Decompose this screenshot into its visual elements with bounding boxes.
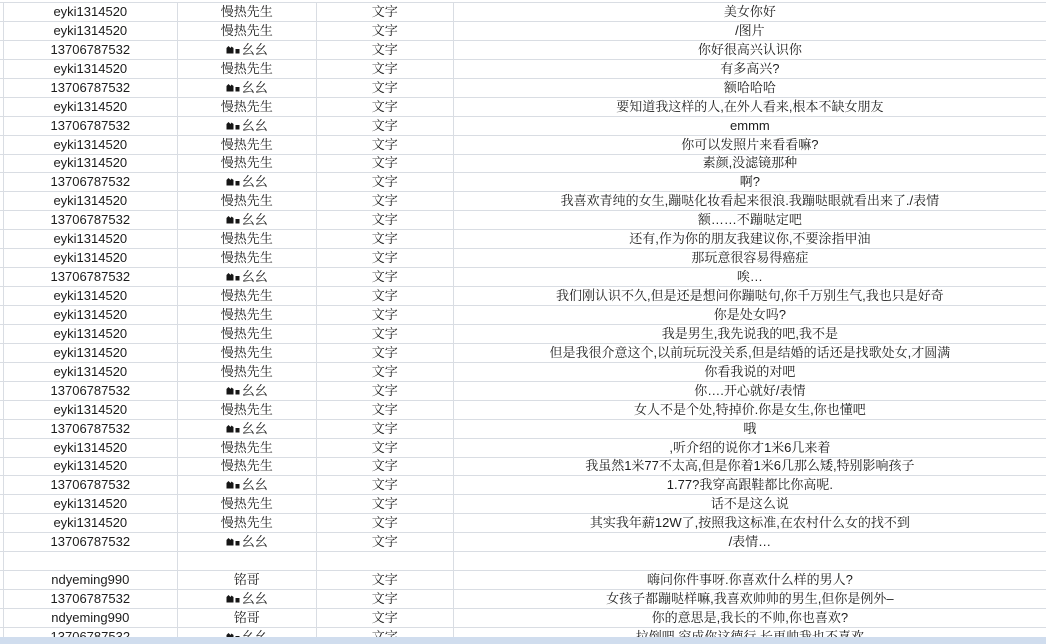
cell-message-type[interactable]: 文字 xyxy=(317,192,454,210)
table-row[interactable] xyxy=(0,40,1046,59)
cell-nickname[interactable] xyxy=(178,609,317,627)
cell-message-content[interactable]: emmm xyxy=(730,117,770,133)
nickname-text: 幺幺 xyxy=(241,79,268,95)
nickname-text: 幺幺 xyxy=(241,117,268,133)
cell-message-content[interactable]: 我是男生,我先说我的吧,我不是 xyxy=(661,325,838,341)
nickname-text: 慢热先生 xyxy=(220,155,273,171)
nickname-text: 慢热先生 xyxy=(220,344,273,360)
table-row[interactable] xyxy=(0,286,1046,305)
table-row[interactable] xyxy=(0,457,1046,476)
table-row[interactable] xyxy=(0,608,1046,627)
cell-message-type[interactable]: 文字 xyxy=(317,439,454,457)
table-row[interactable] xyxy=(0,589,1046,608)
cell-message-type[interactable]: 文字 xyxy=(317,401,454,419)
emoji-badge-icon xyxy=(226,272,240,282)
selection-band xyxy=(0,637,1046,644)
cell-message-content[interactable]: 唉… xyxy=(736,269,763,285)
cell-nickname[interactable] xyxy=(178,420,317,438)
nickname-text: 慢热先生 xyxy=(220,3,273,19)
cell-sender-id[interactable]: eyki1314520 xyxy=(4,249,178,267)
cell-message-type[interactable]: 文字 xyxy=(317,211,454,229)
cell-message-type[interactable]: 文字 xyxy=(317,476,454,494)
cell-nickname[interactable] xyxy=(178,22,317,40)
cell-sender-id[interactable]: eyki1314520 xyxy=(4,439,178,457)
cell-message-type[interactable]: 文字 xyxy=(317,117,454,135)
nickname-text: 铭哥 xyxy=(233,609,260,625)
cell-nickname[interactable] xyxy=(178,439,317,457)
cell-message-type[interactable]: 文字 xyxy=(317,155,454,173)
nickname-text: 慢热先生 xyxy=(220,60,273,76)
cell-sender-id[interactable]: eyki1314520 xyxy=(4,155,178,173)
cell-message-content[interactable]: 我虽然1米77不太高,但是你着1米6几那么矮,特别影响孩子 xyxy=(585,458,915,474)
cell-nickname[interactable] xyxy=(178,211,317,229)
cell-message-type[interactable]: 文字 xyxy=(317,60,454,78)
nickname-text: 幺幺 xyxy=(241,212,268,228)
cell-message-type[interactable]: 文字 xyxy=(317,230,454,248)
nickname-text: 慢热先生 xyxy=(220,401,273,417)
cell-sender-id[interactable]: eyki1314520 xyxy=(4,136,178,154)
cell-nickname[interactable] xyxy=(178,495,317,513)
cell-message-content[interactable] xyxy=(454,552,1046,570)
cell-message-type[interactable]: 文字 xyxy=(317,98,454,116)
cell-message-type[interactable]: 文字 xyxy=(317,533,454,551)
cell-message-content[interactable]: 要知道我这样的人,在外人看来,根本不缺女朋友 xyxy=(616,98,884,114)
nickname-text: 铭哥 xyxy=(233,572,260,588)
table-row[interactable] xyxy=(0,267,1046,286)
cell-message-type[interactable]: 文字 xyxy=(317,325,454,343)
emoji-badge-icon xyxy=(226,537,240,547)
cell-sender-id[interactable] xyxy=(4,552,178,570)
table-row[interactable] xyxy=(0,135,1046,154)
nickname-text: 慢热先生 xyxy=(220,250,273,266)
nickname-text: 慢热先生 xyxy=(220,325,273,341)
emoji-badge-icon xyxy=(226,121,240,131)
cell-sender-id[interactable]: eyki1314520 xyxy=(4,325,178,343)
cell-nickname[interactable] xyxy=(178,344,317,362)
cell-message-content[interactable]: 你是处女吗? xyxy=(713,306,786,322)
cell-nickname[interactable] xyxy=(178,476,317,494)
cell-message-type[interactable]: 文字 xyxy=(317,41,454,59)
cell-sender-id[interactable]: 13706787532 xyxy=(4,79,178,97)
cell-sender-id[interactable]: eyki1314520 xyxy=(4,401,178,419)
table-row[interactable] xyxy=(0,324,1046,343)
table-row[interactable] xyxy=(0,475,1046,494)
cell-sender-id[interactable]: eyki1314520 xyxy=(4,514,178,532)
cell-message-type[interactable]: 文字 xyxy=(317,268,454,286)
cell-message-type[interactable]: 文字 xyxy=(317,458,454,476)
cell-message-type[interactable]: 文字 xyxy=(317,420,454,438)
table-row[interactable] xyxy=(0,494,1046,513)
emoji-badge-icon xyxy=(226,215,240,225)
cell-message-content[interactable]: 你好很高兴认识你 xyxy=(697,41,802,57)
table-row[interactable] xyxy=(0,154,1046,173)
nickname-text: 慢热先生 xyxy=(220,98,273,114)
cell-sender-id[interactable]: 13706787532 xyxy=(4,117,178,135)
cell-nickname[interactable] xyxy=(178,136,317,154)
cell-sender-id[interactable]: eyki1314520 xyxy=(4,3,178,21)
table-row[interactable] xyxy=(0,381,1046,400)
nickname-text: 慢热先生 xyxy=(220,22,273,38)
cell-message-type[interactable]: 文字 xyxy=(317,3,454,21)
cell-message-content[interactable]: 你可以发照片来看看嘛? xyxy=(681,136,819,152)
nickname-text: 慢热先生 xyxy=(220,439,273,455)
cell-message-type[interactable]: 文字 xyxy=(317,287,454,305)
table-row[interactable] xyxy=(0,400,1046,419)
cell-sender-id[interactable]: eyki1314520 xyxy=(4,363,178,381)
table-row[interactable] xyxy=(0,97,1046,116)
cell-message-type[interactable]: 文字 xyxy=(317,571,454,589)
cell-message-content[interactable]: 女孩子都蹦哒样嘛,我喜欢帅帅的男生,但你是例外– xyxy=(606,591,894,607)
cell-nickname[interactable] xyxy=(178,401,317,419)
cell-message-content[interactable]: /表情… xyxy=(728,534,772,550)
cell-sender-id[interactable]: 13706787532 xyxy=(4,173,178,191)
cell-sender-id[interactable]: eyki1314520 xyxy=(4,230,178,248)
cell-nickname[interactable] xyxy=(178,79,317,97)
cell-sender-id[interactable]: 13706787532 xyxy=(4,590,178,608)
cell-message-type[interactable]: 文字 xyxy=(317,173,454,191)
cell-nickname[interactable] xyxy=(178,325,317,343)
cell-message-type[interactable]: 文字 xyxy=(317,22,454,40)
nickname-text: 幺幺 xyxy=(241,477,268,493)
cell-sender-id[interactable]: eyki1314520 xyxy=(4,22,178,40)
table-row[interactable] xyxy=(0,305,1046,324)
cell-sender-id[interactable]: eyki1314520 xyxy=(4,192,178,210)
cell-sender-id[interactable]: eyki1314520 xyxy=(4,60,178,78)
cell-nickname[interactable] xyxy=(178,363,317,381)
table-body xyxy=(0,2,1046,644)
cell-message-content[interactable]: 那玩意很容易得癌症 xyxy=(691,250,809,266)
cell-sender-id[interactable]: ndyeming990 xyxy=(4,571,178,589)
cell-message-content[interactable]: ,听介绍的说你才1米6几来着 xyxy=(669,439,831,455)
cell-message-content[interactable]: 你….开心就好/表情 xyxy=(694,382,806,398)
cell-nickname[interactable] xyxy=(178,268,317,286)
cell-message-content[interactable]: 还有,作为你的朋友我建议你,不要涂指甲油 xyxy=(629,231,871,247)
emoji-badge-icon xyxy=(226,594,240,604)
table-row[interactable] xyxy=(0,419,1046,438)
cell-message-content[interactable]: 哦 xyxy=(743,420,757,436)
cell-sender-id[interactable]: eyki1314520 xyxy=(4,287,178,305)
cell-message-content[interactable]: 嗨问你件事呀.你喜欢什么样的男人? xyxy=(646,572,853,588)
cell-message-type[interactable]: 文字 xyxy=(317,136,454,154)
table-row[interactable] xyxy=(0,59,1046,78)
cell-message-type[interactable]: 文字 xyxy=(317,306,454,324)
nickname-text: 慢热先生 xyxy=(220,288,273,304)
cell-message-content[interactable]: 我喜欢青纯的女生,蹦哒化妆看起来很浪.我蹦哒眼就看出来了./表情 xyxy=(560,193,940,209)
cell-message-type[interactable]: 文字 xyxy=(317,363,454,381)
emoji-badge-icon xyxy=(226,424,240,434)
cell-message-type[interactable]: 文字 xyxy=(317,382,454,400)
nickname-text: 幺幺 xyxy=(241,174,268,190)
cell-nickname[interactable] xyxy=(178,590,317,608)
cell-nickname[interactable] xyxy=(178,249,317,267)
cell-sender-id[interactable]: eyki1314520 xyxy=(4,458,178,476)
cell-nickname[interactable] xyxy=(178,41,317,59)
table-row[interactable] xyxy=(0,438,1046,457)
cell-sender-id[interactable]: eyki1314520 xyxy=(4,306,178,324)
cell-sender-id[interactable]: eyki1314520 xyxy=(4,98,178,116)
cell-nickname[interactable] xyxy=(178,306,317,324)
nickname-text: 幺幺 xyxy=(241,534,268,550)
nickname-text: 慢热先生 xyxy=(220,515,273,531)
table-row[interactable] xyxy=(0,551,1046,570)
emoji-badge-icon xyxy=(226,386,240,396)
table-row[interactable] xyxy=(0,172,1046,191)
nickname-text: 幺幺 xyxy=(241,591,268,607)
cell-message-content[interactable]: /图片 xyxy=(735,22,765,38)
cell-sender-id[interactable]: 13706787532 xyxy=(4,476,178,494)
nickname-text: 幺幺 xyxy=(241,420,268,436)
cell-sender-id[interactable]: 13706787532 xyxy=(4,420,178,438)
table-row[interactable] xyxy=(0,229,1046,248)
cell-nickname[interactable] xyxy=(178,98,317,116)
cell-message-type[interactable]: 文字 xyxy=(317,344,454,362)
cell-nickname[interactable] xyxy=(178,458,317,476)
table-row[interactable] xyxy=(0,570,1046,589)
table-row[interactable] xyxy=(0,532,1046,551)
cell-nickname[interactable] xyxy=(178,230,317,248)
cell-message-content[interactable]: 女人不是个处,特掉价.你是女生,你也懂吧 xyxy=(633,401,866,417)
cell-nickname[interactable] xyxy=(178,3,317,21)
cell-message-type[interactable]: 文字 xyxy=(317,79,454,97)
cell-message-type[interactable]: 文字 xyxy=(317,249,454,267)
nickname-text: 幺幺 xyxy=(241,382,268,398)
table-row[interactable] xyxy=(0,78,1046,97)
emoji-badge-icon xyxy=(226,83,240,93)
cell-nickname[interactable] xyxy=(178,571,317,589)
emoji-badge-icon xyxy=(226,45,240,55)
cell-message-content[interactable]: 额……不蹦哒定吧 xyxy=(697,212,802,228)
emoji-badge-icon xyxy=(226,177,240,187)
emoji-badge-icon xyxy=(226,480,240,490)
cell-message-type[interactable]: 文字 xyxy=(317,609,454,627)
cell-message-content[interactable]: 我们刚认识不久,但是还是想问你蹦哒句,你千万别生气,我也只是好奇 xyxy=(555,288,944,304)
cell-message-content[interactable]: 美女你好 xyxy=(723,3,776,19)
cell-message-content[interactable]: 额哈哈哈 xyxy=(723,79,776,95)
nickname-text: 慢热先生 xyxy=(220,306,273,322)
table-row[interactable] xyxy=(0,116,1046,135)
cell-nickname[interactable] xyxy=(178,552,317,570)
table-row[interactable] xyxy=(0,191,1046,210)
nickname-text: 幺幺 xyxy=(241,269,268,285)
nickname-text: 慢热先生 xyxy=(220,458,273,474)
cell-message-content[interactable]: 啊? xyxy=(739,174,760,190)
cell-message-type[interactable]: 文字 xyxy=(317,495,454,513)
cell-nickname[interactable] xyxy=(178,382,317,400)
nickname-text: 慢热先生 xyxy=(220,496,273,512)
cell-sender-id[interactable]: eyki1314520 xyxy=(4,344,178,362)
cell-sender-id[interactable]: 13706787532 xyxy=(4,382,178,400)
cell-sender-id[interactable]: 13706787532 xyxy=(4,533,178,551)
nickname-text: 慢热先生 xyxy=(220,136,273,152)
cell-nickname[interactable] xyxy=(178,117,317,135)
table-row[interactable] xyxy=(0,362,1046,381)
nickname-text: 慢热先生 xyxy=(220,231,273,247)
cell-message-content[interactable]: 有多高兴? xyxy=(720,60,780,76)
nickname-text: 慢热先生 xyxy=(220,193,273,209)
table-row[interactable] xyxy=(0,2,1046,21)
cell-nickname[interactable] xyxy=(178,287,317,305)
cell-message-content[interactable]: 但是我很介意这个,以前玩玩没关系,但是结婚的话还是找歌处女,才圆满 xyxy=(549,344,951,360)
table-row[interactable] xyxy=(0,513,1046,532)
cell-sender-id[interactable]: ndyeming990 xyxy=(4,609,178,627)
cell-message-type[interactable] xyxy=(317,552,454,570)
cell-nickname[interactable] xyxy=(178,533,317,551)
cell-message-type[interactable]: 文字 xyxy=(317,514,454,532)
nickname-text: 慢热先生 xyxy=(220,363,273,379)
cell-message-content[interactable]: 你看我说的对吧 xyxy=(704,363,796,379)
cell-nickname[interactable] xyxy=(178,60,317,78)
table-row[interactable] xyxy=(0,248,1046,267)
cell-sender-id[interactable]: 13706787532 xyxy=(4,268,178,286)
table-row[interactable] xyxy=(0,343,1046,362)
cell-message-content[interactable]: 1.77?我穿高跟鞋都比你高呢. xyxy=(666,477,833,493)
cell-sender-id[interactable]: 13706787532 xyxy=(4,211,178,229)
cell-message-type[interactable]: 文字 xyxy=(317,590,454,608)
cell-sender-id[interactable]: eyki1314520 xyxy=(4,495,178,513)
cell-message-content[interactable]: 话不是这么说 xyxy=(710,496,789,512)
cell-message-content[interactable]: 其实我年薪12W了,按照我这标准,在农村什么女的找不到 xyxy=(589,515,910,531)
cell-nickname[interactable] xyxy=(178,155,317,173)
cell-message-content[interactable]: 素颜,没滤镜那种 xyxy=(702,155,798,171)
cell-nickname[interactable] xyxy=(178,173,317,191)
cell-nickname[interactable] xyxy=(178,192,317,210)
table-row[interactable] xyxy=(0,210,1046,229)
cell-nickname[interactable] xyxy=(178,514,317,532)
table-row[interactable] xyxy=(0,21,1046,40)
cell-message-content[interactable]: 你的意思是,我长的不帅,你也喜欢? xyxy=(651,609,849,625)
cell-sender-id[interactable]: 13706787532 xyxy=(4,41,178,59)
nickname-text: 幺幺 xyxy=(241,41,268,57)
